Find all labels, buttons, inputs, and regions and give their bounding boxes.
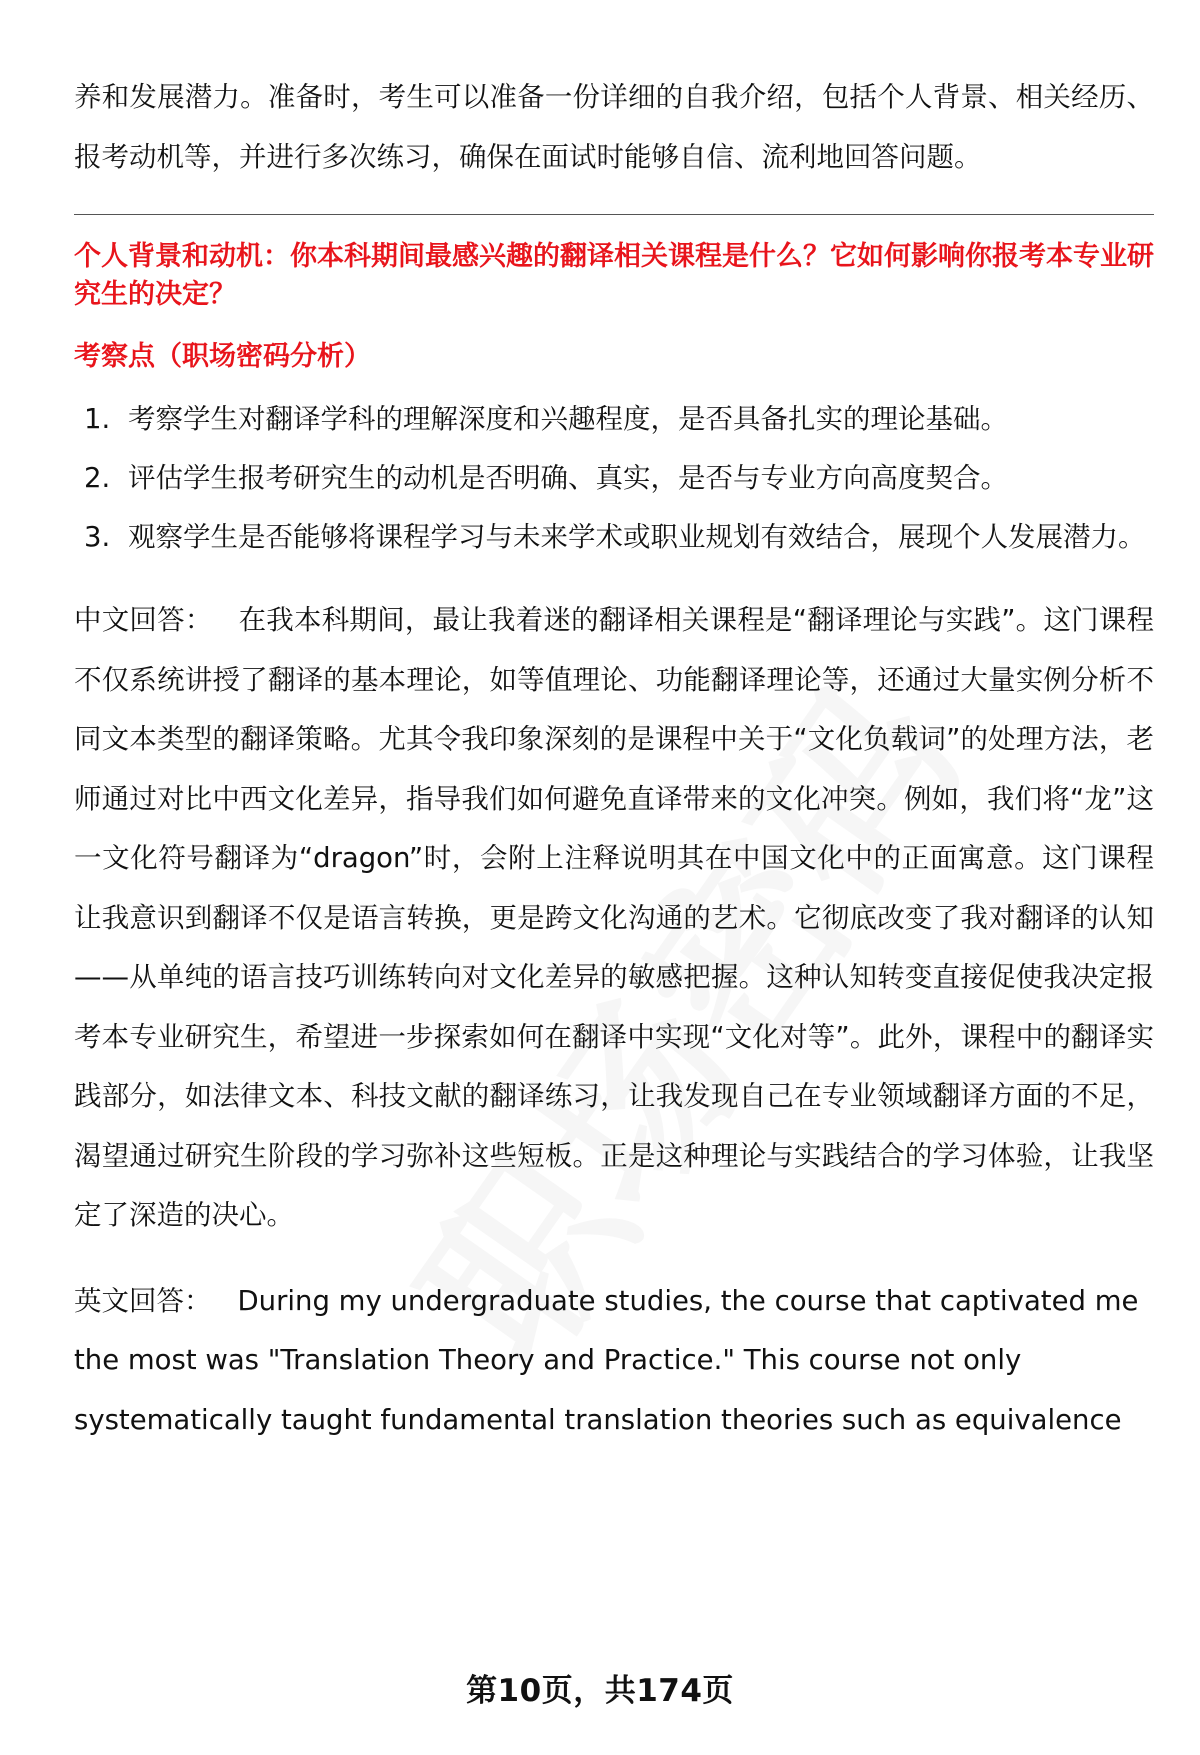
english-answer-text: During my undergraduate studies, the course that captivated me the most was "Translation Theory and Practice." This course not only systematically taught fundamental translation theories such as equivalence bbox=[74, 1284, 1139, 1436]
english-answer-label: 英文回答： bbox=[74, 1284, 212, 1317]
list-item-text: 观察学生是否能够将课程学习与未来学术或职业规划有效结合，展现个人发展潜力。 bbox=[128, 521, 1146, 553]
list-item-text: 考察学生对翻译学科的理解深度和兴趣程度，是否具备扎实的理论基础。 bbox=[128, 403, 1008, 435]
assessment-points-list bbox=[74, 390, 1154, 567]
section-heading: 考察点（职场密码分析） bbox=[74, 341, 371, 372]
list-item-number: 1. bbox=[84, 403, 111, 435]
intro-paragraph: 养和发展潜力。准备时，考生可以准备一份详细的自我介绍，包括个人背景、相关经历、报考动机等，并进行多次练习，确保在面试时能够自信、流利地回答问题。 bbox=[74, 81, 1154, 173]
list-item bbox=[74, 508, 1154, 567]
chinese-answer-text: 在我本科期间，最让我着迷的翻译相关课程是“翻译理论与实践”。这门课程不仅系统讲授了翻译的基本理论，如等值理论、功能翻译理论等，还通过大量实例分析不同文本类型的翻译策略。尤其令我印象深刻的是课程中关于“文化负载词”的处理方法，老师通过对比中西文化差异，指导我们如何避免直译带来的文化冲突。例如，我们将“龙”这一文化符号翻译为“dragon”时，会附上注释说明其在中国文化中的正面寓意。这门课程让我意识到翻译不仅是语言转换，更是跨文化沟通的艺术。它彻底改变了我对翻译的认知——从单纯的语言技巧训练转向对文化差异的敏感把握。这种认知转变直接促使我决定报考本专业研究生，希望进一步探索如何在翻译中实现“文化对等”。此外，课程中的翻译实践部分，如法律文本、科技文献的翻译练习，让我发现自己在专业领域翻译方面的不足，渴望通过研究生阶段的学习弥补这些短板。正是这种理论与实践结合的学习体验，让我坚定了深造的决心。 bbox=[74, 604, 1155, 1231]
divider bbox=[74, 214, 1154, 215]
english-answer bbox=[74, 1272, 1154, 1451]
question-title: 个人背景和动机：你本科期间最感兴趣的翻译相关课程是什么？它如何影响你报考本专业研究生的决定？ bbox=[74, 241, 1154, 310]
page-number: 第10页，共174页 bbox=[466, 1673, 734, 1709]
list-item bbox=[74, 449, 1154, 508]
list-item-text: 评估学生报考研究生的动机是否明确、真实，是否与专业方向高度契合。 bbox=[128, 462, 1008, 494]
list-item-number: 2. bbox=[84, 462, 111, 494]
list-item-number: 3. bbox=[84, 521, 111, 553]
chinese-answer bbox=[74, 591, 1154, 1246]
chinese-answer-label: 中文回答： bbox=[74, 604, 213, 636]
list-item bbox=[74, 390, 1154, 449]
page-content bbox=[74, 68, 1154, 1450]
